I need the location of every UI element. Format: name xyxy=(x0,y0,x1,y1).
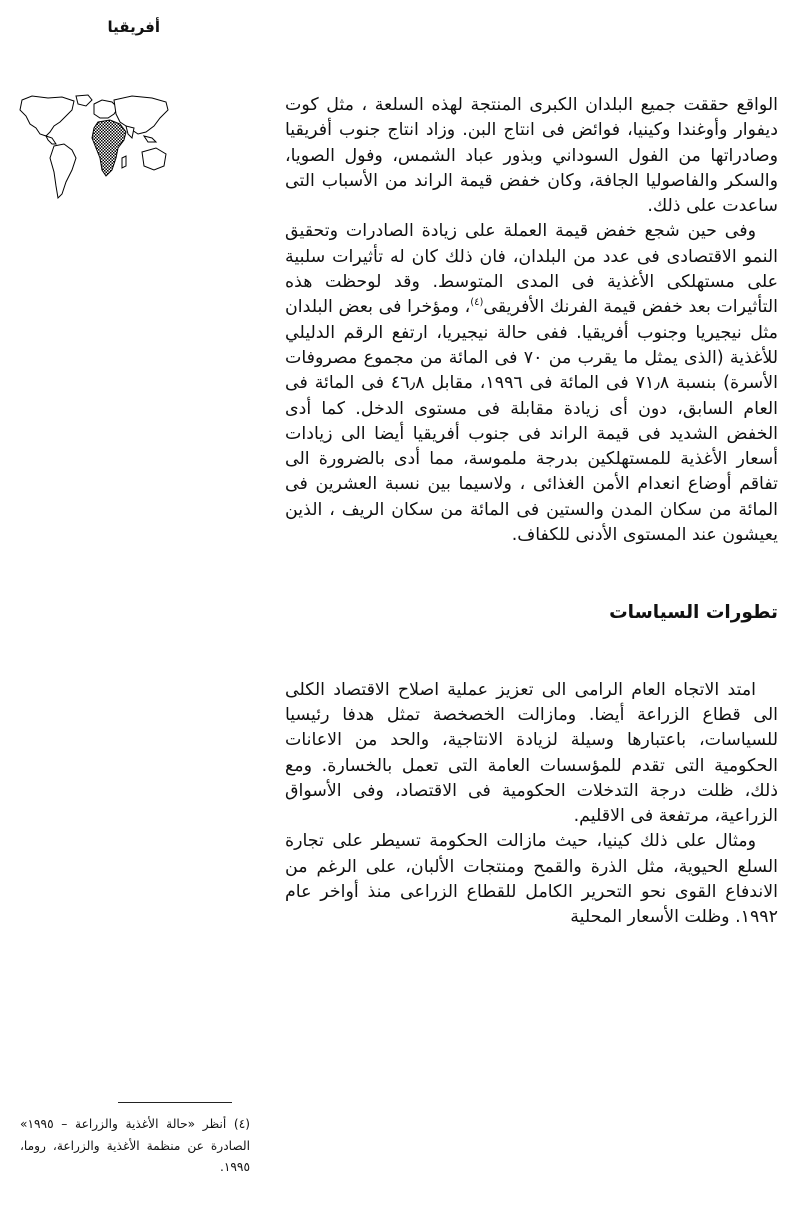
running-header xyxy=(20,18,160,36)
world-map-icon xyxy=(14,92,172,214)
paragraph-4: ومثال على ذلك كينيا، حيث مازالت الحكومة تسيطر على تجارة السلع الحيوية، مثل الذرة والقمح ومنتجات الألبان، على الرغم من الاندفاع القوى نحو التحرير الكامل للقطاع الزراعى منذ أواخر عام ١٩٩٢. وظلت الأسعار المحلية xyxy=(285,831,778,928)
paragraph-3: امتد الاتجاه العام الرامى الى تعزيز عملية اصلاح الاقتصاد الكلى الى قطاع الزراعة أيضا. ومازالت الخصخصة تمثل هدفا رئيسيا للسياسات، باعتبارها وسيلة لزيادة الانتاجية، والحد من الاعانات الحكومية التى تقدم للمؤسسات العامة التى تعمل بالخسارة. ومع ذلك، ظلت درجة التدخلات الحكومية فى الاقتصاد، وفى الأسواق الزراعية، مرتفعة فى الاقليم. xyxy=(285,679,778,827)
chapter-title: أفريقيا xyxy=(107,18,160,36)
footnote-reference: (٤) xyxy=(470,297,484,309)
paragraph-1: الواقع حققت جميع البلدان الكبرى المنتجة لهذه السلعة ، مثل كوت ديفوار وأوغندا وكينيا، فوائض فى انتاج البن. وزاد انتاج جنوب أفريقيا وصادراتها من الفول السوداني وبذور عباد الشمس، وفول الصويا، والسكر والفاصوليا الجافة، وكان خفض قيمة الراند من الأسباب التى ساعدت على ذلك. xyxy=(285,95,778,217)
paragraph-2-part-a: وفى حين شجع خفض قيمة العملة على زيادة الصادرات وتحقيق النمو الاقتصادى فى عدد من البلدان، فان ذلك كان له تأثيرات سلبية على مستهلكى الأغذية فى المدى المتوسط. وقد لوحظت هذه التأثيرات بعد خفض قيمة الفرنك الأفريقى xyxy=(285,221,778,318)
footnote: (٤) أنظر «حالة الأغذية والزراعة – ١٩٩٥» الصادرة عن منظمة الأغذية والزراعة، روما، ١٩٩٥. xyxy=(20,1117,250,1174)
paragraph-2 xyxy=(285,219,778,548)
main-text xyxy=(285,93,778,931)
paragraph-2-part-b: ، ومؤخرا فى بعض البلدان مثل نيجيريا وجنوب أفريقيا. ففى حالة نيجيريا، ارتفع الرقم الدليلي للأغذية (الذى يمثل ما يقرب من ٧٠ فى المائة من مجموع مصروفات الأسرة) بنسبة ٧١٫٨ فى المائة فى ١٩٩٦، مقابل ٤٦٫٨ فى المائة فى العام السابق، دون أى زيادة مقابلة فى مستوى الدخل. كما أدى الخفض الشديد فى قيمة الراند فى جنوب أفريقيا أيضا الى زيادات أسعار الأغذية للمستهلكين بدرجة ملموسة، مما أدى بالضرورة الى تفاقم أوضاع انعدام الأمن الغذائى ، ولاسيما بين نسبة العشرين فى المائة من سكان المدن والستين فى المائة من سكان الريف ، الذين يعيشون عند المستوى الأدنى للكفاف. xyxy=(285,297,778,546)
footnote-divider xyxy=(118,1102,232,1103)
section-heading: تطورات السياسات xyxy=(609,602,778,624)
